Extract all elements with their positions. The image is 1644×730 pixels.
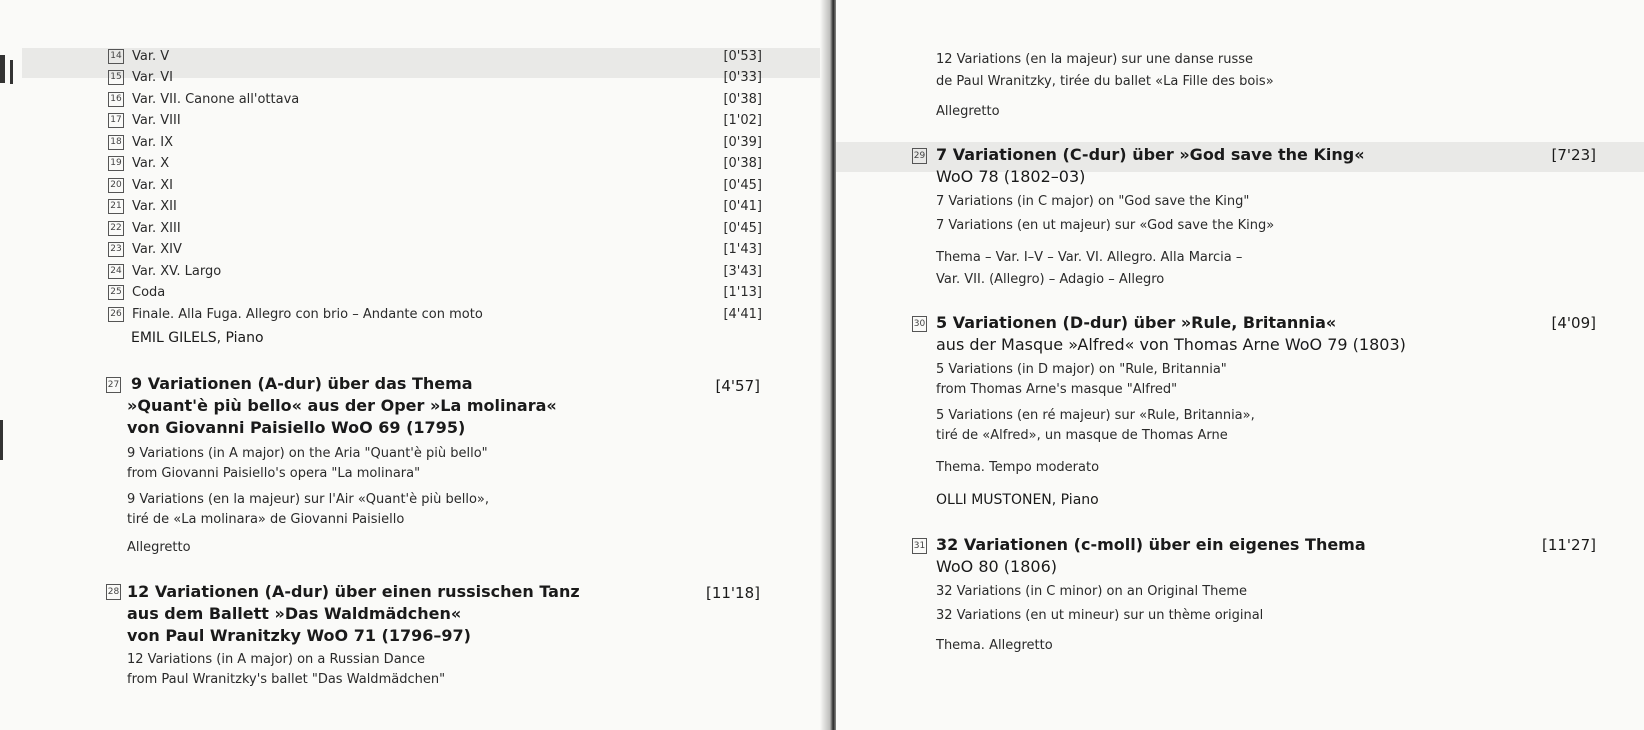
track-number: 21 <box>108 199 124 214</box>
track-number: 26 <box>108 307 124 322</box>
track-number: 19 <box>108 156 124 171</box>
track-row <box>108 45 762 67</box>
track-duration: [0'53] <box>723 48 762 64</box>
work31-english: 32 Variations (in C minor) on an Original Theme <box>936 584 1248 599</box>
track-duration: [3'43] <box>723 263 762 279</box>
track-title: Var. VIII <box>132 113 181 128</box>
work31-french: 32 Variations (en ut mineur) sur un thème original <box>936 608 1264 623</box>
track-row <box>108 174 762 196</box>
track-number: 23 <box>108 242 124 257</box>
work27-duration: [4'57] <box>715 377 760 395</box>
track-number: 24 <box>108 264 124 279</box>
work29-french: 7 Variations (en ut majeur) sur «God save the King» <box>936 218 1275 233</box>
work30-french-line1: 5 Variations (en ré majeur) sur «Rule, Britannia», <box>936 408 1255 423</box>
work28-heading-line3: von Paul Wranitzky WoO 71 (1796–97) <box>127 626 471 645</box>
track-number: 14 <box>108 49 124 64</box>
track-number: 16 <box>108 92 124 107</box>
track-row <box>108 67 762 89</box>
work27-english-line2: from Giovanni Paisiello's opera "La molinara" <box>127 466 421 481</box>
work31-heading-line2: WoO 80 (1806) <box>936 557 1057 576</box>
track-duration: [4'41] <box>723 306 762 322</box>
track-duration: [0'41] <box>723 199 762 214</box>
edge-mark <box>0 420 3 460</box>
work30-french-line2: tiré de «Alfred», un masque de Thomas Arne <box>936 428 1228 443</box>
track-row <box>108 260 762 282</box>
work28-french-line1: 12 Variations (en la majeur) sur une danse russe <box>936 52 1254 67</box>
track-number: 20 <box>108 178 124 193</box>
track-row <box>108 217 762 239</box>
track-title: Var. V <box>132 48 170 64</box>
work28-heading-line1: 12 Variationen (A-dur) über einen russischen Tanz <box>127 582 580 601</box>
track-title: Coda <box>132 285 166 300</box>
work27-french-line2: tiré de «La molinara» de Giovanni Paisiello <box>127 512 405 527</box>
track-title: Var. XIII <box>132 220 181 236</box>
track-title: Var. XV. Largo <box>132 263 222 279</box>
track-number: 25 <box>108 285 124 300</box>
work29-heading-line1: 7 Variationen (C-dur) über »God save the King« <box>936 145 1365 164</box>
track-title: Var. XI <box>132 177 174 193</box>
track-number-28: 28 <box>106 584 121 600</box>
work30-heading-line1: 5 Variationen (D-dur) über »Rule, Britannia« <box>936 313 1337 332</box>
work29-duration: [7'23] <box>1551 146 1596 164</box>
work28-duration: [11'18] <box>705 584 760 602</box>
work30-english-line2: from Thomas Arne's masque "Alfred" <box>936 382 1178 397</box>
right-page <box>836 0 1644 730</box>
edge-mark <box>0 55 5 83</box>
work31-tempo: Thema. Allegretto <box>936 638 1053 653</box>
work27-french-line1: 9 Variations (en la majeur) sur l'Air «Quant'è più bello», <box>127 492 490 507</box>
work28-french-line2: de Paul Wranitzky, tirée du ballet «La Fille des bois» <box>936 74 1274 89</box>
track-number-27: 27 <box>106 377 121 393</box>
work30-english-line1: 5 Variations (in D major) on "Rule, Britannia" <box>936 362 1227 377</box>
performer-1: EMIL GILELS, Piano <box>131 330 264 346</box>
track-title: Var. XII <box>132 199 177 214</box>
track-duration: [0'38] <box>723 91 762 107</box>
performer-2: OLLI MUSTONEN, Piano <box>936 492 1099 508</box>
work31-heading-line1: 32 Variationen (c-moll) über ein eigenes Thema <box>936 535 1366 554</box>
track-duration: [0'38] <box>723 156 762 171</box>
track-row <box>108 88 762 110</box>
work27-english-line1: 9 Variations (in A major) on the Aria "Quant'è più bello" <box>127 446 488 461</box>
track-duration: [1'13] <box>723 285 762 300</box>
work28-tempo: Allegretto <box>936 104 1000 119</box>
track-row <box>108 303 762 325</box>
track-row <box>108 239 762 261</box>
work30-heading-line2: aus der Masque »Alfred« von Thomas Arne WoO 79 (1803) <box>936 335 1406 354</box>
track-title: Finale. Alla Fuga. Allegro con brio – Andante con moto <box>132 306 483 322</box>
track-number-29: 29 <box>912 148 927 164</box>
track-number-30: 30 <box>912 316 927 332</box>
track-title: Var. VII. Canone all'ottava <box>132 91 300 107</box>
edge-mark <box>10 60 13 84</box>
track-duration: [0'39] <box>723 134 762 150</box>
work30-tempo: Thema. Tempo moderato <box>936 460 1100 475</box>
work29-tempo-line2: Var. VII. (Allegro) – Adagio – Allegro <box>936 272 1165 287</box>
work28-english-line1: 12 Variations (in A major) on a Russian Dance <box>127 652 426 667</box>
work28-english-line2: from Paul Wranitzky's ballet "Das Waldmädchen" <box>127 672 446 687</box>
track-duration: [1'02] <box>723 113 762 128</box>
work29-english: 7 Variations (in C major) on "God save the King" <box>936 194 1250 209</box>
track-number: 15 <box>108 70 124 85</box>
work31-duration: [11'27] <box>1541 536 1596 554</box>
track-number: 22 <box>108 221 124 236</box>
track-number: 18 <box>108 135 124 150</box>
work27-heading-line3: von Giovanni Paisiello WoO 69 (1795) <box>127 418 466 437</box>
work27-tempo: Allegretto <box>127 540 191 555</box>
track-row <box>108 282 762 304</box>
track-row <box>108 110 762 132</box>
work28-heading-line2: aus dem Ballett »Das Waldmädchen« <box>127 604 462 623</box>
track-number-31: 31 <box>912 538 927 554</box>
track-title: Var. X <box>132 156 170 171</box>
track-row <box>108 153 762 175</box>
work29-heading-line2: WoO 78 (1802–03) <box>936 167 1086 186</box>
work29-tempo-line1: Thema – Var. I–V – Var. VI. Allegro. Alla Marcia – <box>936 250 1243 265</box>
track-title: Var. IX <box>132 134 174 150</box>
track-row <box>108 131 762 153</box>
track-duration: [0'33] <box>723 70 762 85</box>
work27-heading-line1: 9 Variationen (A-dur) über das Thema <box>131 374 473 393</box>
track-number: 17 <box>108 113 124 128</box>
track-duration: [0'45] <box>723 177 762 193</box>
work27-heading-line2: »Quant'è più bello« aus der Oper »La molinara« <box>127 396 557 415</box>
track-duration: [0'45] <box>723 220 762 236</box>
track-title: Var. VI <box>132 70 173 85</box>
track-duration: [1'43] <box>723 242 762 257</box>
work30-duration: [4'09] <box>1551 314 1596 332</box>
track-row <box>108 196 762 218</box>
track-title: Var. XIV <box>132 242 182 257</box>
